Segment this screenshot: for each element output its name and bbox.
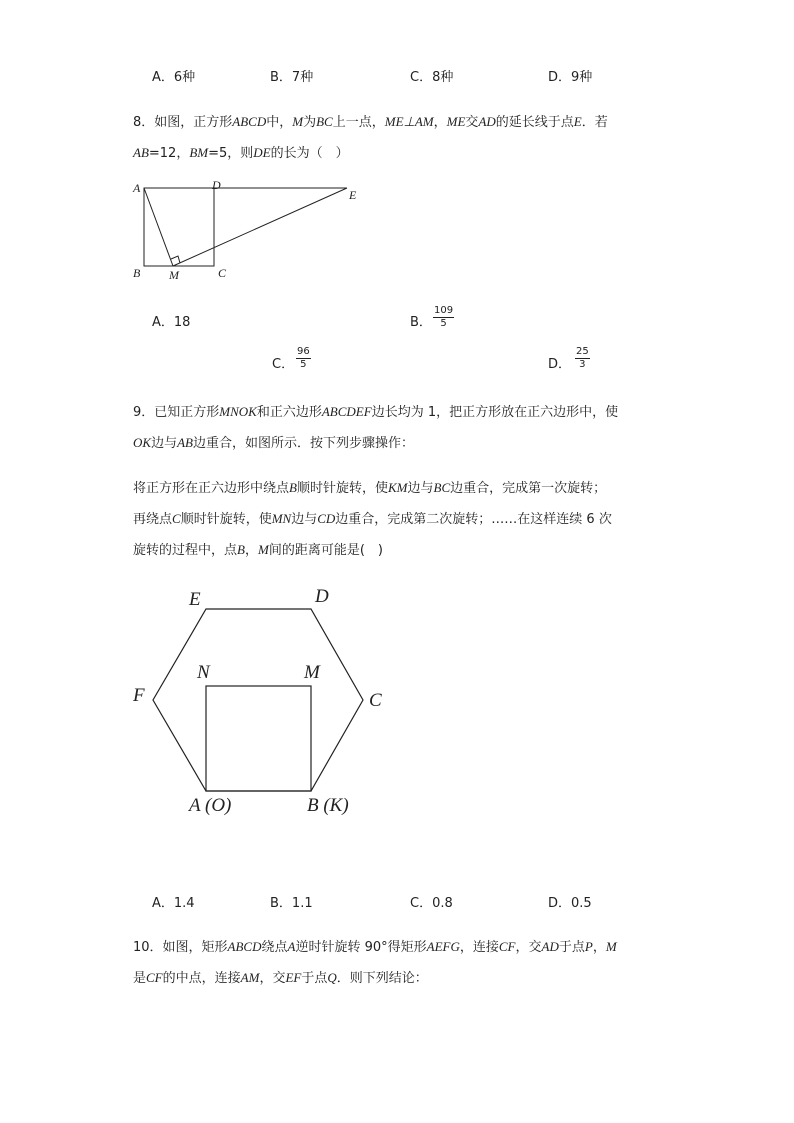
hex-label-c: C [369, 690, 382, 711]
label-d: D [212, 178, 221, 192]
q9-option-b[interactable]: B．1.1 [270, 896, 313, 911]
q10-stem-line2: 是CF的中点，连接AM，交EF于点Q．则下列结论： [133, 970, 428, 986]
label-a-o: A (O) [189, 795, 232, 816]
label-a: A [133, 181, 141, 195]
q7-option-b[interactable]: B．7种 [270, 70, 314, 85]
q9-paragraph-line1: 将正方形在正六边形中绕点B顺时针旋转，使KM边与BC边重合，完成第一次旋转； [133, 480, 607, 496]
q7-option-a[interactable]: A．6种 [152, 70, 196, 85]
label-b: B [133, 266, 141, 280]
label-c: C [218, 266, 227, 280]
fraction-109-5: $\frac{109}{5}$ [434, 305, 454, 329]
hexagon-abcdef [153, 609, 363, 791]
label-e: E [349, 188, 357, 202]
segment-me [173, 188, 347, 266]
q9-option-d[interactable]: D．0.5 [548, 896, 592, 911]
q9-stem-line1: 9．已知正方形MNOK和正六边形ABCDEF边长均为 1，把正方形放在正六边形中，使 [133, 404, 619, 420]
q9-figure [125, 580, 405, 825]
q8-option-a[interactable]: A．18 [152, 315, 191, 330]
q9-paragraph-line3: 旋转的过程中，点B，M间的距离可能是( ) [133, 542, 383, 558]
q9-paragraph-line2: 再绕点C顺时针旋转，使MN边与CD边重合，完成第二次旋转；……在这样连续 6 次 [133, 511, 612, 527]
q7-option-c[interactable]: C．8种 [410, 70, 454, 85]
hex-label-f: F [133, 685, 145, 706]
q10-stem-line1: 10．如图，矩形ABCD绕点A逆时针旋转 90°得矩形AEFG，连接CF，交AD于点P，M [133, 939, 617, 955]
q9-stem-line2: OK边与AB边重合，如图所示．按下列步骤操作： [133, 435, 414, 451]
label-b-k: B (K) [307, 795, 349, 816]
q8-stem-line1: 8．如图，正方形ABCD中，M为BC上一点，ME⊥AM，ME交AD的延长线于点E．若 [133, 114, 608, 130]
q8-stem-line2: AB=12，BM=5，则DE的长为（ ） [133, 145, 349, 161]
fraction-25-3: $\frac{25}{3}$ [576, 346, 589, 370]
hex-label-e: E [189, 589, 201, 610]
label-m: M [169, 268, 179, 282]
q9-option-a[interactable]: A．1.4 [152, 896, 195, 911]
q9-option-c[interactable]: C．0.8 [410, 896, 453, 911]
right-angle-mark [171, 256, 180, 263]
square-abcd [144, 188, 214, 266]
hex-label-d: D [315, 586, 329, 607]
square-mnok [206, 686, 311, 791]
square-label-n: N [197, 662, 210, 683]
q7-option-d[interactable]: D．9种 [548, 70, 593, 85]
square-label-m: M [304, 662, 320, 683]
segment-am [144, 188, 173, 266]
q8-figure [125, 176, 375, 286]
fraction-96-5: $\frac{96}{5}$ [297, 346, 310, 370]
